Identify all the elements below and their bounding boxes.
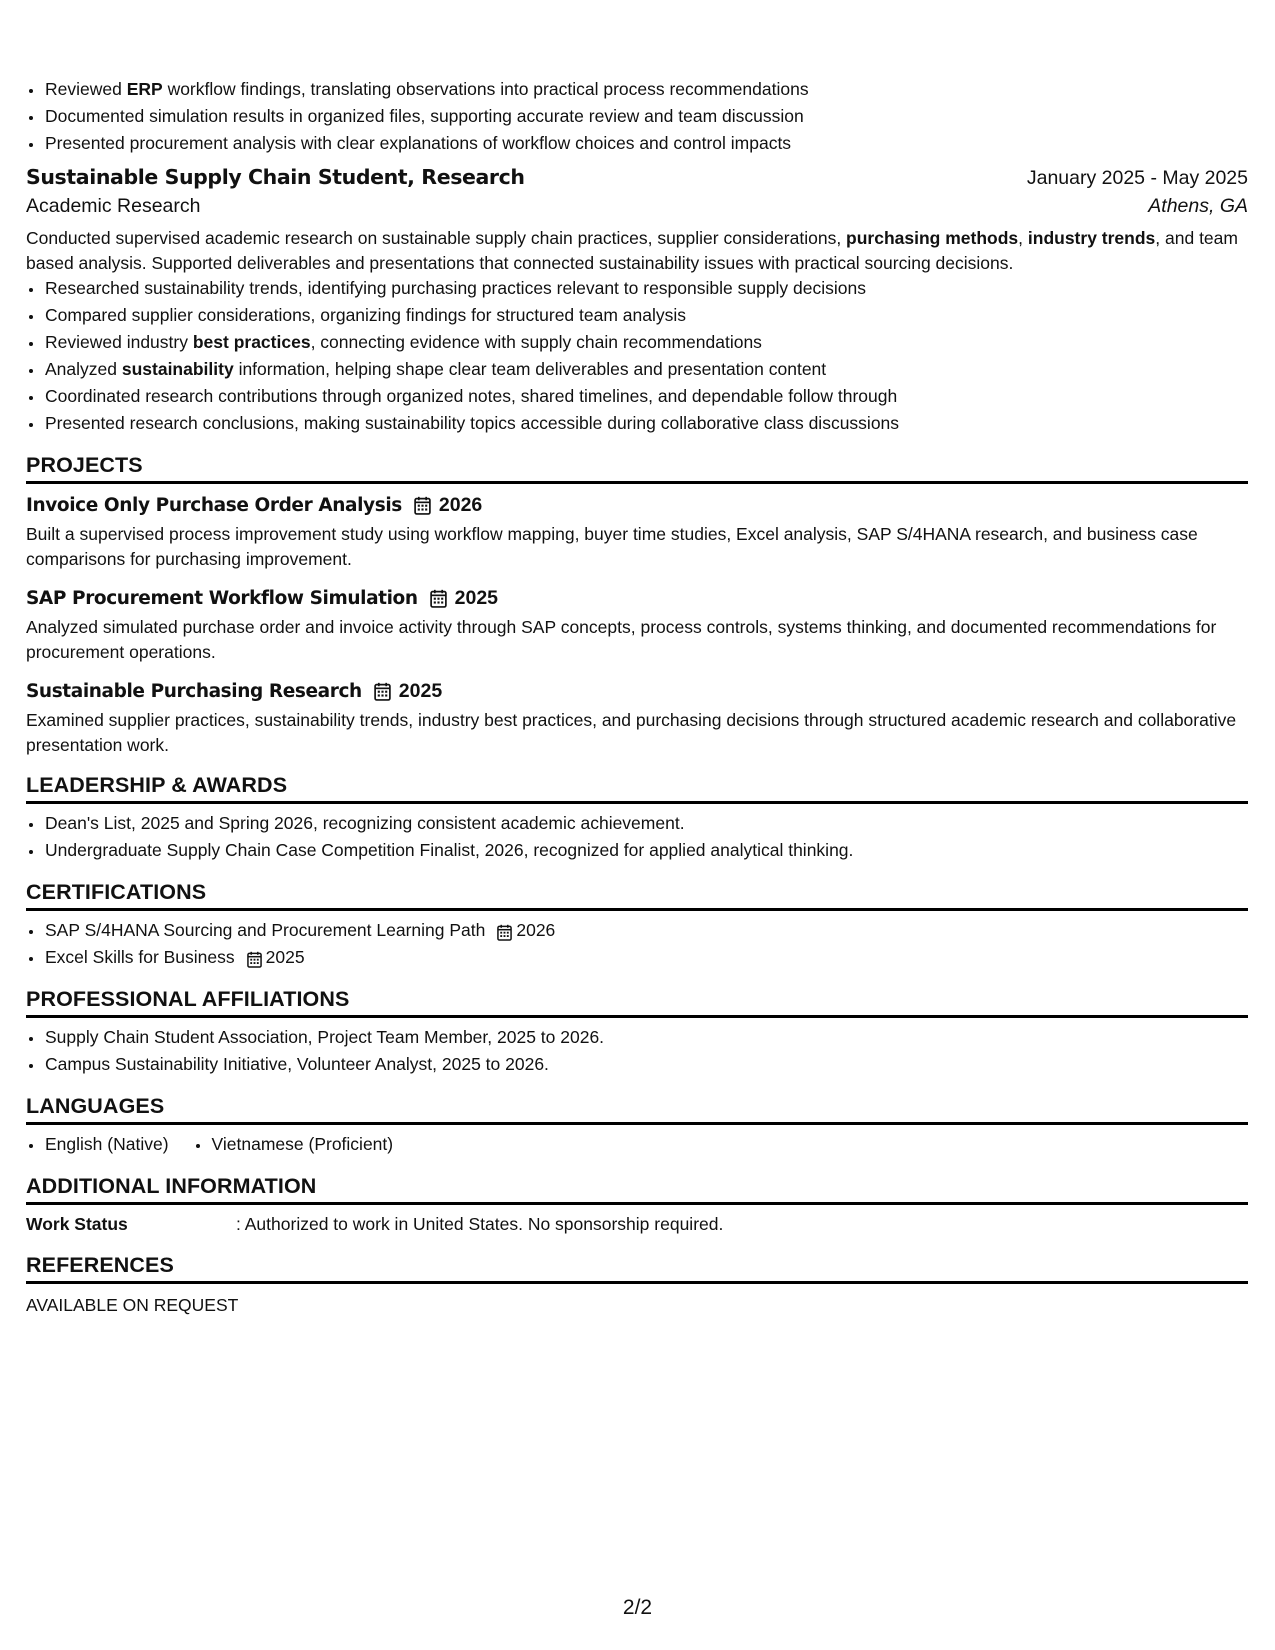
experience-entry xyxy=(26,165,1248,437)
text-run: , xyxy=(1018,228,1028,248)
project-title: Invoice Only Purchase Order Analysis xyxy=(26,494,402,516)
list-item: • English (Native) xyxy=(44,1131,169,1158)
references-text: AVAILABLE ON REQUEST xyxy=(26,1295,239,1315)
calendar-icon xyxy=(414,496,431,515)
calendar-icon xyxy=(374,682,391,701)
section-title: PROJECTS xyxy=(26,453,1248,484)
experience-previous-bullets xyxy=(26,76,1248,157)
experience-organization: Academic Research xyxy=(26,195,201,217)
text-run: Researched sustainability trends, identifying purchasing practices relevant to responsible supply decisions xyxy=(45,278,867,298)
list-item xyxy=(44,103,1248,130)
calendar-icon xyxy=(430,589,447,608)
text-run: , connecting evidence with supply chain recommendations xyxy=(310,332,762,352)
list-item xyxy=(44,383,1248,410)
certifications-section xyxy=(26,880,1248,971)
bold-term: ERP xyxy=(126,79,163,99)
bold-term: purchasing methods xyxy=(846,228,1019,248)
experience-title: Sustainable Supply Chain Student, Research xyxy=(26,165,525,189)
certification-line xyxy=(45,944,305,971)
text-run: information, helping shape clear team deliverables and presentation content xyxy=(233,359,827,379)
section-title: PROFESSIONAL AFFILIATIONS xyxy=(26,987,1248,1018)
bold-term: industry trends xyxy=(1027,228,1156,248)
list-item: • Campus Sustainability Initiative, Volunteer Analyst, 2025 to 2026. xyxy=(44,1051,1248,1078)
work-status-label: Work Status xyxy=(26,1214,128,1234)
languages-section xyxy=(26,1094,1248,1158)
experience-bullets xyxy=(26,275,1248,437)
certification-line xyxy=(45,917,555,944)
text-run: Analyzed xyxy=(45,359,122,379)
experience-dates: January 2025 - May 2025 xyxy=(1026,167,1248,189)
certification-name: • SAP S/4HANA Sourcing and Procurement Learning Path xyxy=(45,920,486,940)
section-title: CERTIFICATIONS xyxy=(26,880,1248,911)
section-title: LEADERSHIP & AWARDS xyxy=(26,773,1248,804)
project-description: Analyzed simulated purchase order and invoice activity through SAP concepts, process controls, systems thinking, and documented recommendations for procurement operations. xyxy=(26,617,1217,662)
list-item xyxy=(44,76,1248,103)
list-item xyxy=(44,302,1248,329)
project-title: Sustainable Purchasing Research xyxy=(26,680,362,702)
list-item xyxy=(44,410,1248,437)
affiliations-section xyxy=(26,987,1248,1078)
bold-term: sustainability xyxy=(121,359,234,379)
list-item xyxy=(44,329,1248,356)
project-year: 2026 xyxy=(438,493,483,516)
additional-information-section xyxy=(26,1174,1248,1237)
project-title: SAP Procurement Workflow Simulation xyxy=(26,587,418,609)
certification-name: • Excel Skills for Business xyxy=(45,947,235,967)
calendar-icon xyxy=(497,922,512,939)
project-header xyxy=(26,490,1248,520)
text-run: Conducted supervised academic research on sustainable supply chain practices, supplier considerations, xyxy=(26,228,847,248)
text-run: Presented procurement analysis with clear explanations of workflow choices and control impacts xyxy=(45,133,792,153)
text-run: , and team based analysis. Supported deliverables and presentations that connected sustainability issues with practical sourcing decisions. xyxy=(26,228,1238,273)
text-run: Reviewed xyxy=(45,79,127,99)
bold-term: best practices xyxy=(192,332,311,352)
list-item xyxy=(44,356,1248,383)
text-run: Documented simulation results in organized files, supporting accurate review and team discussion xyxy=(45,106,804,126)
text-run: workflow findings, translating observations into practical process recommendations xyxy=(162,79,809,99)
list-item: • Supply Chain Student Association, Project Team Member, 2025 to 2026. xyxy=(44,1024,1248,1051)
project-entry xyxy=(26,583,1248,664)
calendar-icon xyxy=(247,949,262,966)
work-status-row xyxy=(26,1211,1248,1237)
list-item xyxy=(44,275,1248,302)
page-number: 2/2 xyxy=(622,1596,653,1619)
leadership-section xyxy=(26,773,1248,864)
references-section xyxy=(26,1253,1248,1318)
section-title: LANGUAGES xyxy=(26,1094,1248,1125)
list-item: • Undergraduate Supply Chain Case Competition Finalist, 2026, recognized for applied analytical thinking. xyxy=(44,837,1248,864)
list-item: • Vietnamese (Proficient) xyxy=(211,1131,394,1158)
text-run: Reviewed industry xyxy=(45,332,193,352)
project-entry xyxy=(26,676,1248,757)
project-header xyxy=(26,583,1248,613)
certification-item xyxy=(44,917,1248,944)
experience-summary xyxy=(26,226,1248,275)
project-description: Examined supplier practices, sustainability trends, industry best practices, and purchasing decisions through structured academic research and collaborative presentation work. xyxy=(26,710,1237,755)
certification-year: 2026 xyxy=(516,920,556,940)
project-description: Built a supervised process improvement study using workflow mapping, buyer time studies, Excel analysis, SAP S/4HANA research, and business case comparisons for purchasing improvement. xyxy=(26,524,1198,569)
project-year: 2025 xyxy=(454,586,499,609)
project-year: 2025 xyxy=(398,679,443,702)
certification-year: 2025 xyxy=(265,947,305,967)
work-status-value: : Authorized to work in United States. No sponsorship required. xyxy=(236,1214,724,1234)
text-run: Compared supplier considerations, organizing findings for structured team analysis xyxy=(45,305,687,325)
experience-location: Athens, GA xyxy=(1148,195,1248,217)
section-title: ADDITIONAL INFORMATION xyxy=(26,1174,1248,1205)
text-run: Coordinated research contributions through organized notes, shared timelines, and dependable follow through xyxy=(45,386,898,406)
resume-page xyxy=(26,76,1248,1318)
project-entry xyxy=(26,490,1248,571)
section-title: REFERENCES xyxy=(26,1253,1248,1284)
certification-item xyxy=(44,944,1248,971)
list-item: • Dean's List, 2025 and Spring 2026, recognizing consistent academic achievement. xyxy=(44,810,1248,837)
text-run: Presented research conclusions, making sustainability topics accessible during collaborative class discussions xyxy=(45,413,900,433)
list-item xyxy=(44,130,1248,157)
project-header xyxy=(26,676,1248,706)
projects-section xyxy=(26,453,1248,757)
